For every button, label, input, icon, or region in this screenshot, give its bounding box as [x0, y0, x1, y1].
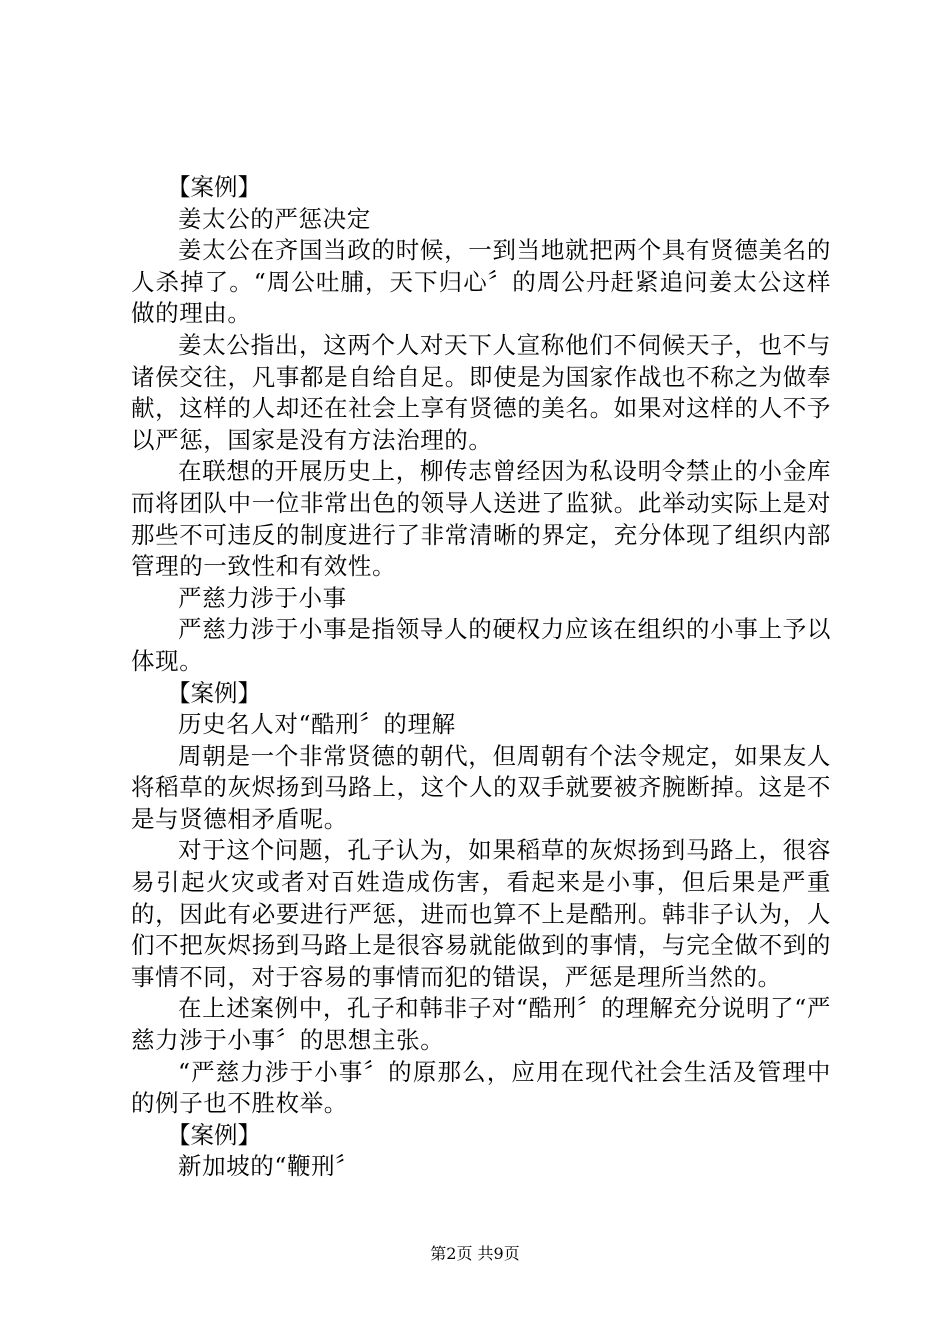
document-body — [131, 172, 831, 1183]
paragraph: 姜太公在齐国当政的时候，一到当地就把两个具有贤德美名的人杀掉了。“周公吐脯，天下归心〞的周公丹赶紧追问姜太公这样做的理由。 — [131, 236, 831, 328]
case-label: 【案例】 — [167, 173, 261, 201]
paragraph: 在联想的开展历史上，柳传志曾经因为私设明令禁止的小金库而将团队中一位非常出色的领导人送进了监狱。此举动实际上是对那些不可违反的制度进行了非常清晰的界定，充分体现了组织内部管理的一致性和有效性。 — [131, 457, 831, 581]
page-footer: 第2页 共9页 — [430, 1244, 520, 1263]
paragraph: 周朝是一个非常贤德的朝代，但周朝有个法令规定，如果友人将稻草的灰烬扬到马路上，这个人的双手就要被齐腕断掉。这是不是与贤德相矛盾呢。 — [131, 741, 831, 833]
case-label: 【案例】 — [167, 1120, 261, 1149]
case-title: 新加坡的“鞭刑〞 — [178, 1152, 360, 1181]
paragraph: 对于这个问题，孔子认为，如果稻草的灰烬扬到马路上，很容易引起火灾或者对百姓造成伤害，看起来是小事，但后果是严重的，因此有必要进行严惩，进而也算不上是酷刑。韩非子认为，人们不把灰烬扬到马路上是很容易就能做到的事情，与完全做不到的事情不同，对于容易的事情而犯的错误，严惩是理所当然的。 — [131, 836, 831, 991]
paragraph: 在上述案例中，孔子和韩非子对“酷刑〞的理解充分说明了“严慈力涉于小事〞的思想主张。 — [131, 994, 831, 1055]
case-title: 姜太公的严惩决定 — [178, 204, 371, 233]
case-title: 历史名人对“酷刑〞的理解 — [178, 710, 456, 739]
case-label: 【案例】 — [167, 678, 261, 707]
paragraph: “严慈力涉于小事〞的原那么，应用在现代社会生活及管理中的例子也不胜枚举。 — [131, 1057, 831, 1118]
section-heading: 严慈力涉于小事 — [178, 583, 347, 612]
paragraph: 严慈力涉于小事是指领导人的硬权力应该在组织的小事上予以体现。 — [131, 615, 831, 675]
paragraph: 姜太公指出，这两个人对天下人宣称他们不伺候天子，也不与诸侯交往，凡事都是自给自足。即使是为国家作战也不称之为做奉献，这样的人却还在社会上享有贤德的美名。如果对这样的人不予以严惩，国家是没有方法治理的。 — [131, 330, 831, 454]
